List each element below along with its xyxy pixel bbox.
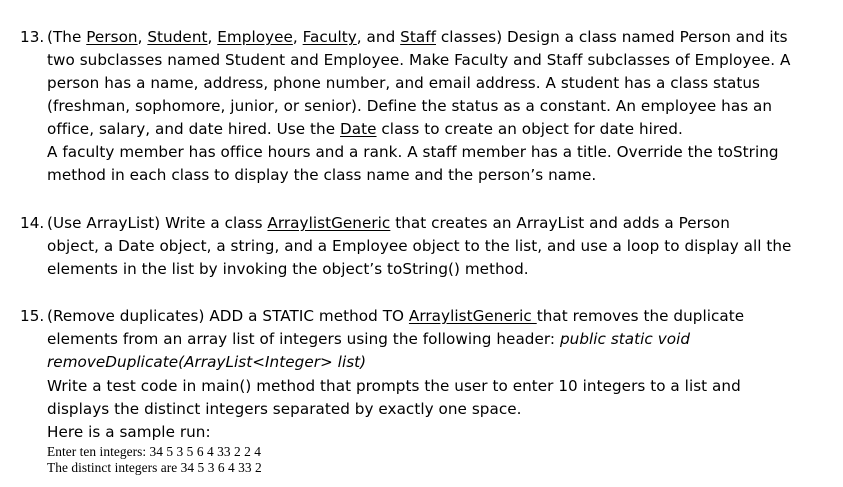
date-class-link[interactable]: Date — [340, 120, 377, 138]
problem-13-line-7: method in each class to display the class name and the person’s name. — [47, 166, 597, 184]
staff-class-link[interactable]: Staff — [400, 28, 437, 46]
problem-15-number: 15. — [20, 307, 45, 325]
student-class-link[interactable]: Student — [147, 28, 208, 46]
problem-14-line-3: elements in the list by invoking the object’s toString() method. — [47, 260, 529, 278]
arraylistgeneric-link[interactable]: ArraylistGeneric — [267, 214, 391, 232]
problem-13-line-2: two subclasses named Student and Employee. Make Faculty and Staff subclasses of Employee. A — [47, 51, 791, 69]
problem-14-line-2: object, a Date object, a string, and a Employee object to the list, and use a loop to display all the — [47, 237, 792, 255]
problem-13-line-1: (The Person, Student, Employee, Faculty, and Staff classes) Design a class named Person and its — [47, 28, 788, 46]
method-header-part-1: public static void — [559, 330, 691, 348]
sample-run-line-2: The distinct integers are 34 5 3 6 4 33 2 — [47, 460, 262, 475]
arraylistgeneric-link-2[interactable]: ArraylistGeneric — [408, 307, 537, 325]
problem-13-line-4: (freshman, sophomore, junior, or senior). Define the status as a constant. An employee has an — [47, 97, 773, 115]
problem-15-line-1: (Remove duplicates) ADD a STATIC method TO ArraylistGeneric that removes the duplicate — [47, 307, 745, 325]
problem-13-number: 13. — [20, 28, 45, 46]
problem-14-line-1: (Use ArrayList) Write a class ArraylistGeneric that creates an ArrayList and adds a Person — [47, 214, 730, 232]
problem-13-line-3: person has a name, address, phone number, and email address. A student has a class status — [47, 74, 761, 92]
problem-14-number: 14. — [20, 214, 45, 232]
method-header-part-2: removeDuplicate(ArrayList<Integer> list) — [47, 353, 367, 371]
problem-15-line-4: Write a test code in main() method that prompts the user to enter 10 integers to a list and — [47, 377, 741, 395]
problem-15-line-6: Here is a sample run: — [47, 423, 211, 441]
person-class-link[interactable]: Person — [86, 28, 138, 46]
sample-run-line-1: Enter ten integers: 34 5 3 5 6 4 33 2 2 4 — [47, 444, 262, 459]
problem-13-line-6: A faculty member has office hours and a rank. A staff member has a title. Override the toString — [47, 143, 779, 161]
problem-13-line-5: office, salary, and date hired. Use the Date class to create an object for date hired. — [47, 120, 683, 138]
faculty-class-link[interactable]: Faculty — [302, 28, 357, 46]
problem-15-line-2: elements from an array list of integers using the following header: public static void — [47, 330, 691, 348]
problem-15-line-5: displays the distinct integers separated by exactly one space. — [47, 400, 522, 418]
employee-class-link[interactable]: Employee — [217, 28, 293, 46]
